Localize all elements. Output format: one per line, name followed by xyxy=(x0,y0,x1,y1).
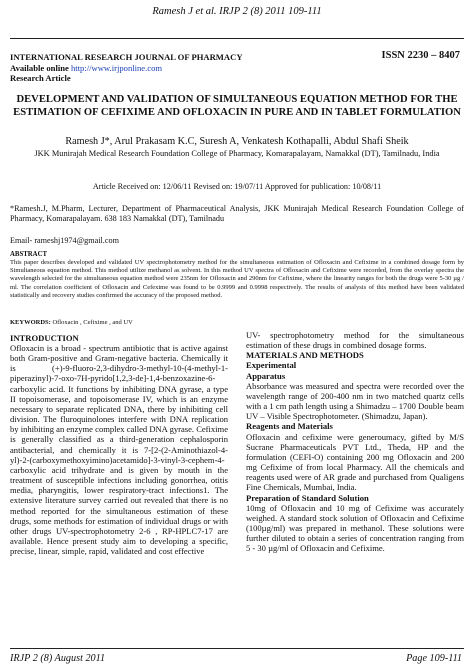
running-head: Ramesh J et al. IRJP 2 (8) 2011 109-111 xyxy=(152,6,322,17)
article-type: Research Article xyxy=(10,73,71,83)
available-online xyxy=(10,63,162,73)
available-label: Available online xyxy=(10,63,69,73)
header-rule xyxy=(10,38,464,39)
affiliation: JKK Munirajah Medical Research Foundation College of Pharmacy, Komarapalayam, Namakkal (DT), Tamilnadu, India xyxy=(34,149,440,158)
preparation-heading: Preparation of Standard Solution xyxy=(246,492,369,503)
email: Email- rameshj1974@gmail.com xyxy=(10,236,119,245)
keywords-text: Ofloxacin , Cefixime , and UV xyxy=(50,319,133,326)
article-title: DEVELOPMENT AND VALIDATION OF SIMULTANEOUS EQUATION METHOD FOR THE ESTIMATION OF CEFIXIME AND OFLOXACIN IN PURE AND IN TABLET FORMULATION xyxy=(13,94,461,118)
journal-name: INTERNATIONAL RESEARCH JOURNAL OF PHARMACY xyxy=(10,52,243,62)
reagents-text: Ofloxacin and cefixime were generoumacy, gifted by M/S Sucrane Pharmaceuticals PVT Ltd., Theda, HP and the formulation (CEFI-O) containing 200 mg Ofloxacin and 200 mg Cefixime of from local Pharmacy. All the chemicals and reagents used were of AR grade and purchased from Qualigens Fine Chemicals, Mumbai, India. xyxy=(246,431,464,493)
introduction-continued: UV- spectrophotometry method for the simultaneous estimation of these drugs in combined dosage forms. xyxy=(246,330,464,351)
apparatus-heading: Apparatus xyxy=(246,370,286,381)
footer-journal-issue: IRJP 2 (8) August 2011 xyxy=(10,653,106,664)
keywords-label: KEYWORDS: xyxy=(10,319,51,326)
abstract-heading: ABSTRACT xyxy=(10,251,48,258)
issn: ISSN 2230 – 8407 xyxy=(381,50,460,61)
experimental-heading: Experimental xyxy=(246,360,297,371)
footer-rule xyxy=(10,648,464,649)
introduction-text: Ofloxacin is a broad - spectrum antibiotic that is active against both Gram-positive and Gram-negative bacteria. Chemically it is (+)-9-fluoro-2,3-dihydro-3-methyl-10-(4-methyl-1-piperazinyl)-7-oxo-7H-pyrido[1,2,3-de]-1,4-benzoxazine-6-carboxylic acid. It functions by inhibiting DNA gyrase, a type II topoisomerase, and topoisomerase IV, which is an enzyme necessary to separate replicated DNA, there by inhibiting cell division. The fluroquinolones interfere with DNA replication by inhibiting an enzyme complex called DNA gyrase. Cefixime is generally classified as a third-generation cephalosporin antibacterial, and chemically it is 7-[2-(2-Aminothiazol-4-yl)-2-(carboxymethoxyimino)acetamido]-3-vinyl-3-cephem-4-carboxylic acid trihydrate and is given by mouth in the treatment of susceptible infections including gonorrhea, otitis media, pharyngitis, lower respiratory-tract infections1. The extensive literature survey carried out revealed that there is no method reported for the simultaneous estimation of these drugs, some methods for estimation of individual drugs or with other drugs UV-spectrophotometry 2-6 , RP-HPLC7-17 are available. Hence present study aim to developing a specific, precise, linear, simple, rapid, validated and cost effective xyxy=(10,343,228,557)
apparatus-text: Absorbance was measured and spectra were recorded over the wavelength range of 200-400 nm in two matched quartz cells with a 1 cm path length using a Shimadzu – 1700 Double beam UV – Visible Spectrophotometer. (Shimadzu, Japan). xyxy=(246,380,464,422)
journal-url-link[interactable]: http://www.irjponline.com xyxy=(70,63,163,73)
right-column xyxy=(246,330,464,553)
keywords xyxy=(10,319,133,326)
author-list: Ramesh J*, Arul Prakasam K.C, Suresh A, Venkatesh Kothapalli, Abdul Shafi Sheik xyxy=(65,136,409,147)
footer-page-range: Page 109-111 xyxy=(406,653,462,664)
methods-heading: MATERIALS AND METHODS xyxy=(246,350,364,361)
correspondence: *Ramesh.J, M.Pharm, Lecturer, Department of Pharmaceutical Analysis, JKK Munirajah Medical Research Foundation College of Pharmacy, Komarapalayam. 638 183 Namakkal (DT), Tamilnadu xyxy=(10,204,464,224)
left-column xyxy=(10,343,228,556)
preparation-text: 10mg of Ofloxacin and 10 mg of Cefixime was accurately weighed. A standard stock solution of Ofloxacin and Cefixime (100µg/ml) was prepared in methanol. These solutions were further diluted to obtain a series of concentration ranging from 5 - 30 µg/ml of Ofloxacin and Cefixime. xyxy=(246,502,464,554)
article-dates: Article Received on: 12/06/11 Revised on: 19/07/11 Approved for publication: 10/08/11 xyxy=(92,182,382,191)
reagents-heading: Reagents and Materials xyxy=(246,421,333,432)
introduction-heading: INTRODUCTION xyxy=(10,333,79,343)
abstract-text: This paper describes developed and validated UV spectrophotometry method for the simultaneous estimation of Ofloxacin and Cefixime in a combined dosage form by Simultaneous equation method. This method utilize methanol as solvent. In this method UV spectra of Ofloxacin and Cefixime were recorded, from the overlay spectra the wavelength selected for the simultaneous equation method were 235nm for Ofloxacin and 290nm for Cefixime, where the linearity ranges for both the drugs were 5-30 µg / ml. The correlation coefficient of Ofloxacin and Cefexime was found to be 0.9999 and 0.9998 respectively. The results of analysis of this method have been validated statistically and recovery studies confirmed the accuracy of the proposed method. xyxy=(10,259,464,299)
